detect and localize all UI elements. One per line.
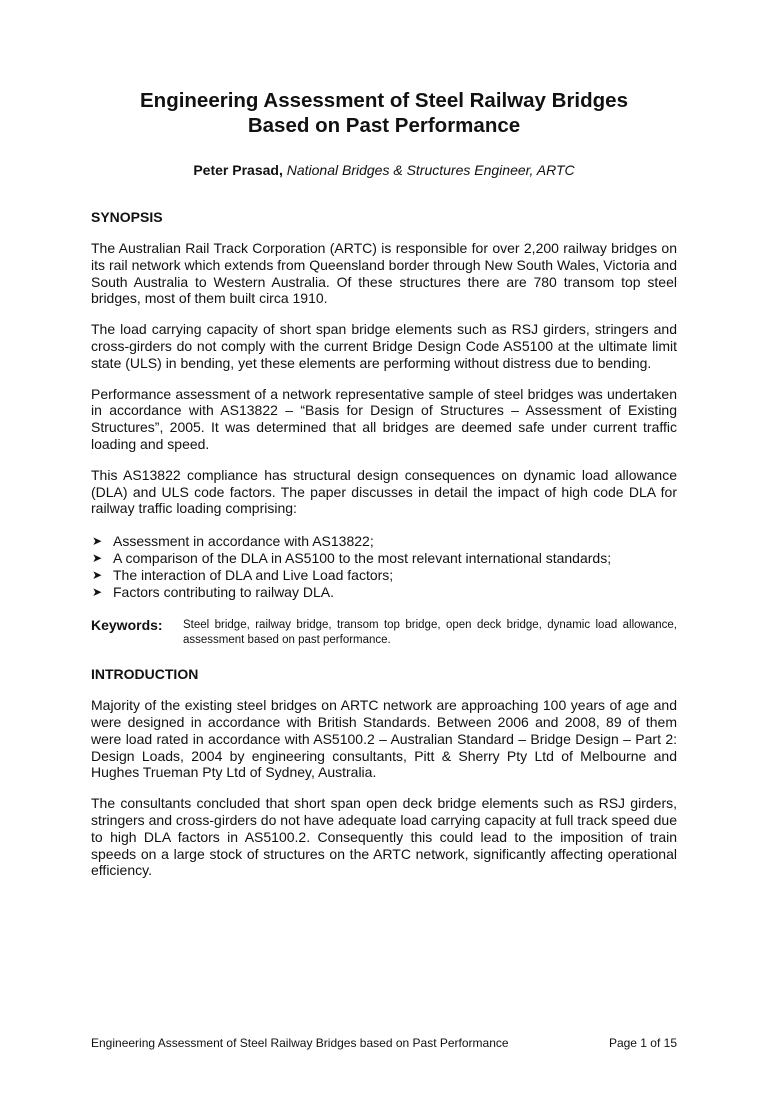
author-name: Peter Prasad, [193,162,283,178]
list-item: ➤ A comparison of the DLA in AS5100 to the most relevant international standards; [92,550,612,567]
introduction-heading: INTRODUCTION [91,666,199,683]
page-number: Page 1 of 15 [608,1036,677,1050]
list-item: ➤ The interaction of DLA and Live Load factors; [92,567,394,584]
synopsis-paragraph-2: The load carrying capacity of short span bridge elements such as RSJ girders, stringers and cross-girders do not comply with the current Bridge Design Code AS5100 at the ultimate limit state (ULS) in bending, yet these elements are performing without distress due to bending. [91,321,677,371]
author-affiliation: National Bridges & Structures Engineer, ARTC [286,162,575,178]
author-line [91,161,677,179]
list-item: ➤ Factors contributing to railway DLA. [92,584,334,601]
keywords-label: Keywords: [91,617,163,634]
synopsis-paragraph-3: Performance assessment of a network representative sample of steel bridges was undertaken in accordance with AS13822 – “Basis for Design of Structures – Assessment of Existing Structures”, 2005. It was determined that all bridges are deemed safe under current traffic loading and speed. [91,385,677,452]
synopsis-paragraph-4: This AS13822 compliance has structural design consequences on dynamic load allowance (DLA) and ULS code factors. The paper discusses in detail the impact of high code DLA for railway traffic loading comprising: [91,466,677,517]
arrow-bullet-icon: ➤ [92,534,103,549]
list-item: ➤ Assessment in accordance with AS13822; [92,533,374,550]
title-line-2: Based on Past Performance [247,114,521,137]
keywords-text: Steel bridge, railway bridge, transom top bridge, open deck bridge, dynamic load allowance, assessment based on past performance. [183,619,677,646]
introduction-paragraph-1: Majority of the existing steel bridges on ARTC network are approaching 100 years of age and were designed in accordance with British Standards. Between 2006 and 2008, 89 of them were load rated in accordance with AS5100.2 – Australian Standard – Bridge Design – Part 2: Design Loads, 2004 by engineering consultants, Pitt & Sherry Pty Ltd of Melbourne and Hughes Trueman Pty Ltd of Sydney, Australia. [91,697,677,781]
synopsis-paragraph-1: The Australian Rail Track Corporation (ARTC) is responsible for over 2,200 railway bridges on its rail network which extends from Queensland border through New South Wales, Victoria and South Australia to Western Australia. Of these structures there are 780 transom top steel bridges, most of them built circa 1910. [91,240,677,307]
bullet-list [91,533,677,601]
synopsis-heading: SYNOPSIS [91,209,163,225]
paper-title [91,88,677,138]
title-line-1: Engineering Assessment of Steel Railway Bridges [140,89,628,112]
keywords-block [91,617,677,647]
page-footer [91,1035,677,1051]
introduction-paragraph-2: The consultants concluded that short span open deck bridge elements such as RSJ girders, stringers and cross-girders do not have adequate load carrying capacity at full track speed due to high DLA factors in AS5100.2. Consequently this could lead to the imposition of train speeds on a large stock of structures on the ARTC network, significantly affecting operational efficiency. [91,795,677,879]
document-page [0,88,768,1112]
arrow-bullet-icon: ➤ [92,551,103,566]
arrow-bullet-icon: ➤ [92,568,103,583]
arrow-bullet-icon: ➤ [92,585,103,600]
footer-running-title: Engineering Assessment of Steel Railway Bridges based on Past Performance [91,1036,509,1050]
